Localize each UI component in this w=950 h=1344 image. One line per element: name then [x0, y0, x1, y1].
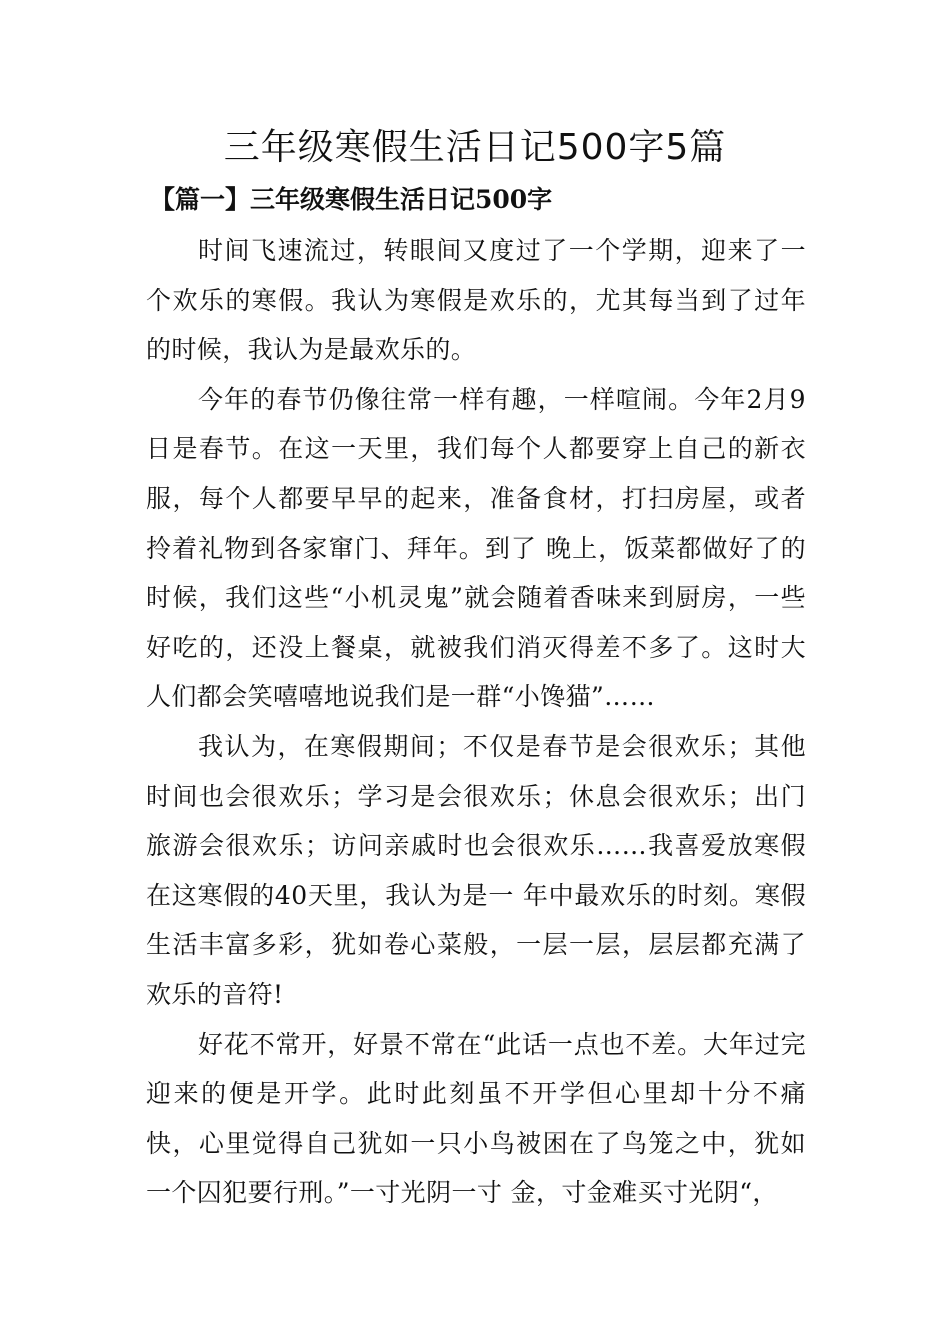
- paragraph: 今年的春节仍像往常一样有趣，一样喧闹。今年2月9日是春节。在这一天里，我们每个人都要穿上自己的新衣服，每个人都要早早的起来，准备食材，打扫房屋，或者拎着礼物到各家窜门、拜年。到了 晚上，饭菜都做好了的时候，我们这些“小机灵鬼”就会随着香味来到厨房，一些好吃的，还没上餐桌，就被我们消灭得差不多了。这时大人们都会笑嘻嘻地说我们是一群“小馋猫”……: [146, 384, 806, 712]
- document-title: 三年级寒假生活日记500字5篇: [223, 127, 727, 168]
- paragraph: 好花不常开，好景不常在“此话一点也不差。大年过完迎来的便是开学。此时此刻虽不开学但心里却十分不痛快，心里觉得自己犹如一只小鸟被困在了鸟笼之中，犹如一个囚犯要行刑。”一寸光阴一寸 金，寸金难买寸光阴“，: [146, 1029, 806, 1208]
- section-heading: 【篇一】三年级寒假生活日记500字: [150, 185, 553, 214]
- paragraph: 时间飞速流过，转眼间又度过了一个学期，迎来了一个欢乐的寒假。我认为寒假是欢乐的，尤其每当到了过年的时候，我认为是最欢乐的。: [146, 236, 806, 365]
- paragraph: 我认为，在寒假期间；不仅是春节是会很欢乐；其他时间也会很欢乐；学习是会很欢乐；休息会很欢乐；出门旅游会很欢乐；访问亲戚时也会很欢乐……我喜爱放寒假在这寒假的40天里，我认为是一 年中最欢乐的时刻。寒假生活丰富多彩，犹如卷心菜般，一层一层，层层都充满了欢乐的音符!: [146, 731, 806, 1009]
- article-body: [146, 226, 806, 1218]
